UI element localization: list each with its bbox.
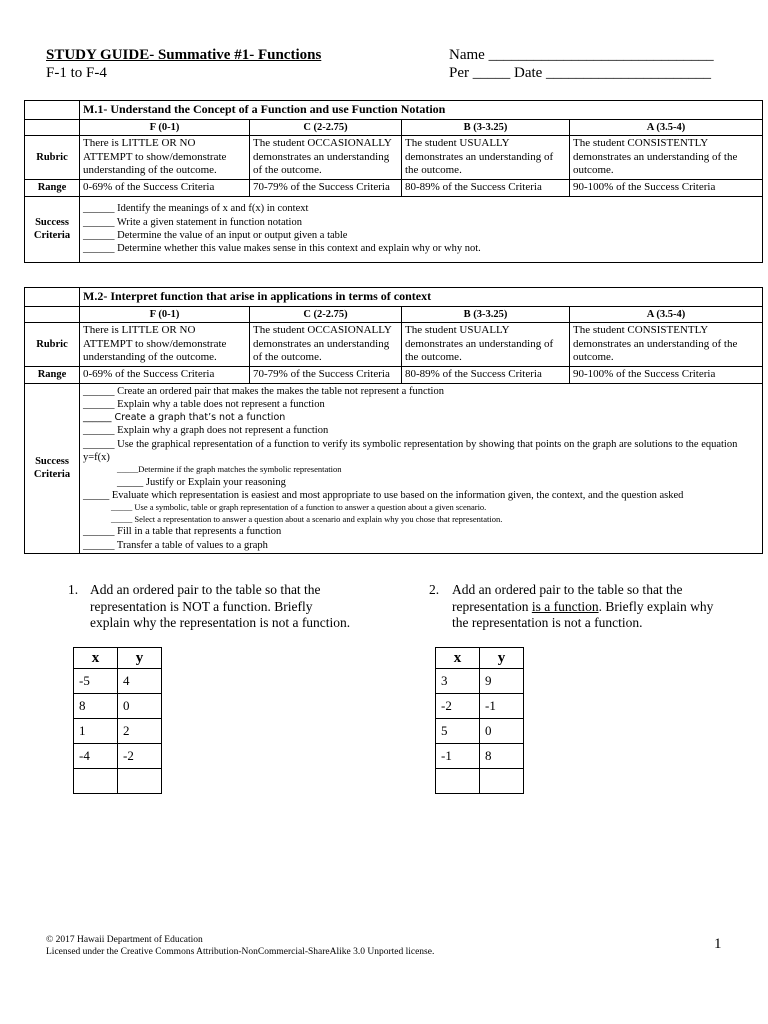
- m2-subcriterion[interactable]: _____ Justify or Explain your reasoning: [117, 476, 286, 488]
- m2-subcriterion[interactable]: _____ Use a symbolic, table or graph representation of a function to answer a question about a given scenario.: [111, 502, 487, 513]
- table-cell: 5: [436, 719, 480, 744]
- range-f: 0-69% of the Success Criteria: [80, 367, 250, 384]
- range-c: 70-79% of the Success Criteria: [250, 180, 402, 197]
- empty-answer-cell[interactable]: [436, 769, 480, 794]
- m2-criterion[interactable]: ______ Explain why a table does not represent a function: [83, 398, 325, 410]
- success-criteria-label: Success Criteria: [25, 196, 80, 262]
- y-header: y: [118, 648, 162, 669]
- m2-title: M.2- Interpret function that arise in applications in terms of context: [80, 288, 763, 307]
- x-header: x: [436, 648, 480, 669]
- range-f: 0-69% of the Success Criteria: [80, 180, 250, 197]
- question-1-table: [73, 647, 162, 794]
- period-date-field[interactable]: Per _____ Date ______________________: [449, 65, 712, 81]
- table-cell: 8: [480, 744, 524, 769]
- range-b: 80-89% of the Success Criteria: [402, 180, 570, 197]
- question-1-text: Add an ordered pair to the table so that the representation is NOT a function. Briefly explain why the representation is not a function.: [90, 582, 351, 630]
- m1-criterion[interactable]: ______ Identify the meanings of x and f(x) in context: [83, 203, 309, 215]
- success-criteria-label: Success Criteria: [25, 383, 80, 553]
- col-f: F (0-1): [80, 306, 250, 323]
- question-1-number: 1.: [68, 582, 79, 597]
- col-b: B (3-3.25): [402, 306, 570, 323]
- rubric-c: The student OCCASIONALLY demonstrates an understanding of the outcome.: [250, 323, 402, 367]
- m2-rubric-table: [24, 287, 763, 554]
- table-cell: -2: [118, 744, 162, 769]
- m1-title: M.1- Understand the Concept of a Function and use Function Notation: [80, 101, 763, 120]
- table-cell: 3: [436, 669, 480, 694]
- empty-answer-cell[interactable]: [74, 769, 118, 794]
- table-cell: -4: [74, 744, 118, 769]
- m2-criterion[interactable]: _____ Evaluate which representation is easiest and most appropriate to use based on the information given, the context, and the question asked: [83, 490, 684, 502]
- page-number: 1: [714, 936, 722, 952]
- standards-range: F-1 to F-4: [46, 65, 107, 81]
- question-2-table: [435, 647, 524, 794]
- range-label: Range: [25, 367, 80, 384]
- m2-criterion[interactable]: ______ Explain why a graph does not represent a function: [83, 425, 329, 437]
- col-f: F (0-1): [80, 119, 250, 136]
- table-cell: 0: [480, 719, 524, 744]
- range-a: 90-100% of the Success Criteria: [570, 180, 763, 197]
- rubric-label: Rubric: [25, 323, 80, 367]
- col-c: C (2-2.75): [250, 306, 402, 323]
- rubric-a: The student CONSISTENTLY demonstrates an understanding of the outcome.: [570, 323, 763, 367]
- rubric-c: The student OCCASIONALLY demonstrates an understanding of the outcome.: [250, 136, 402, 180]
- col-a: A (3.5-4): [570, 306, 763, 323]
- rubric-a: The student CONSISTENTLY demonstrates an understanding of the outcome.: [570, 136, 763, 180]
- empty-answer-cell[interactable]: [480, 769, 524, 794]
- name-field[interactable]: Name ______________________________: [449, 47, 714, 63]
- rubric-f: There is LITTLE OR NO ATTEMPT to show/demonstrate understanding of the outcome.: [80, 136, 250, 180]
- table-cell: 8: [74, 694, 118, 719]
- m1-criterion[interactable]: ______ Write a given statement in function notation: [83, 216, 302, 228]
- m2-criterion[interactable]: ______ Create an ordered pair that makes the makes the table not represent a function: [83, 385, 444, 397]
- m1-criteria-list: [80, 196, 763, 262]
- table-cell: -1: [436, 744, 480, 769]
- rubric-b: The student USUALLY demonstrates an understanding of the outcome.: [402, 323, 570, 367]
- rubric-b: The student USUALLY demonstrates an understanding of the outcome.: [402, 136, 570, 180]
- page-title: STUDY GUIDE- Summative #1- Functions: [46, 47, 322, 63]
- col-b: B (3-3.25): [402, 119, 570, 136]
- footer-license: © 2017 Hawaii Department of Education Licensed under the Creative Commons Attribution-NonCommercial-ShareAlike 3.0 Unported license.: [46, 935, 435, 957]
- table-cell: 1: [74, 719, 118, 744]
- x-header: x: [74, 648, 118, 669]
- table-cell: -5: [74, 669, 118, 694]
- table-cell: 0: [118, 694, 162, 719]
- range-a: 90-100% of the Success Criteria: [570, 367, 763, 384]
- m1-criterion[interactable]: ______ Determine the value of an input or output given a table: [83, 230, 348, 241]
- range-c: 70-79% of the Success Criteria: [250, 367, 402, 384]
- table-cell: -1: [480, 694, 524, 719]
- col-c: C (2-2.75): [250, 119, 402, 136]
- m2-criterion[interactable]: ______ Fill in a table that represents a function: [83, 526, 282, 538]
- question-2-number: 2.: [429, 582, 440, 597]
- m1-rubric-table: [24, 100, 763, 263]
- table-cell: 4: [118, 669, 162, 694]
- m1-criterion[interactable]: ______ Determine whether this value makes sense in this context and explain why or why not.: [83, 243, 481, 255]
- range-label: Range: [25, 180, 80, 197]
- table-cell: -2: [436, 694, 480, 719]
- rubric-f: There is LITTLE OR NO ATTEMPT to show/demonstrate understanding of the outcome.: [80, 323, 250, 367]
- m2-criterion[interactable]: ______ Use the graphical representation of a function to verify its symbolic representation by showing that points on the graph are solutions to the equation y=f(x): [83, 438, 738, 463]
- empty-answer-cell[interactable]: [118, 769, 162, 794]
- rubric-label: Rubric: [25, 136, 80, 180]
- m2-criterion[interactable]: ______ Transfer a table of values to a graph: [83, 539, 268, 551]
- table-cell: 2: [118, 719, 162, 744]
- m2-subcriterion[interactable]: _____ Select a representation to answer a question about a scenario and explain why you chose that representation.: [111, 513, 503, 524]
- m2-subcriterion[interactable]: _____Determine if the graph matches the symbolic representation: [117, 464, 342, 475]
- table-cell: 9: [480, 669, 524, 694]
- m2-criteria-list: [80, 383, 763, 553]
- range-b: 80-89% of the Success Criteria: [402, 367, 570, 384]
- y-header: y: [480, 648, 524, 669]
- m2-criterion[interactable]: ______ Create a graph that’s not a function: [83, 412, 286, 424]
- question-2-text: Add an ordered pair to the table so that the representation is a function. Briefly explain why the representation is not a function.: [452, 582, 714, 630]
- col-a: A (3.5-4): [570, 119, 763, 136]
